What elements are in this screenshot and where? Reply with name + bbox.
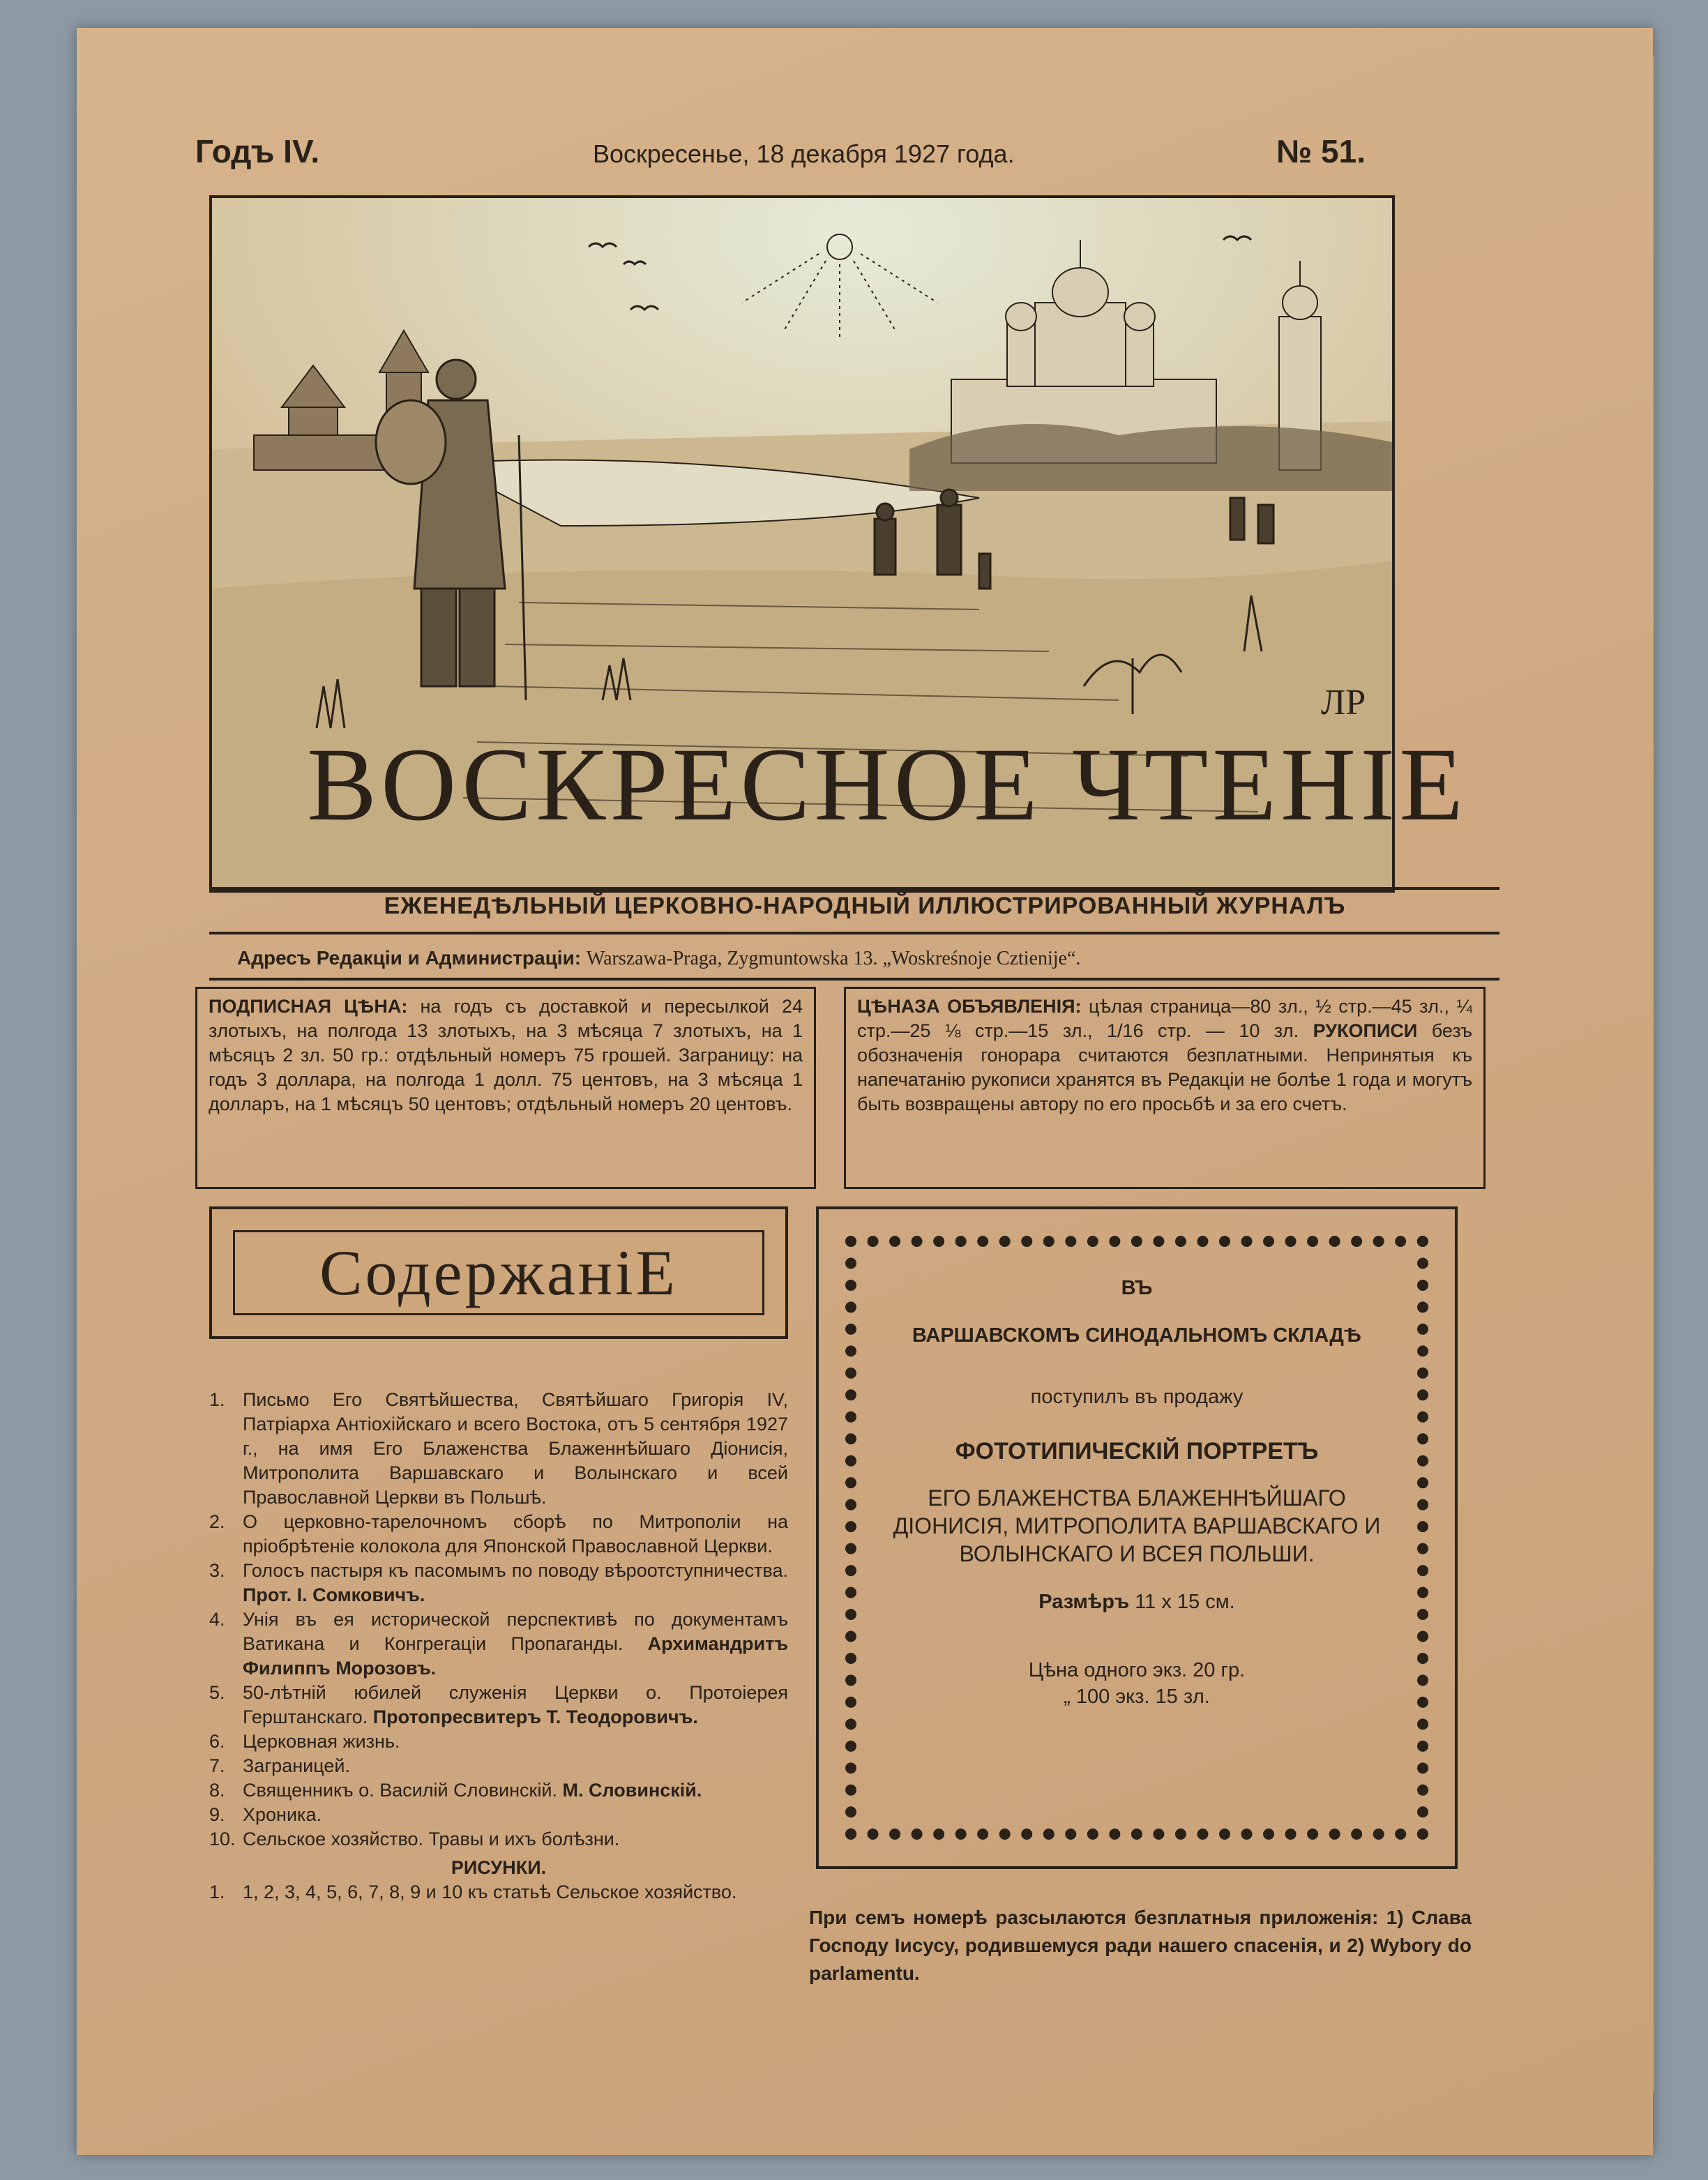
price-line1: Цѣна одного экз. 20 гр. [1028, 1659, 1246, 1681]
list-item [209, 1729, 788, 1754]
divider [209, 978, 1499, 981]
portrait-advert [816, 1206, 1458, 1869]
address-label: Адресъ Редакціи и Администраціи: [237, 947, 582, 969]
subtitle: ЕЖЕНЕДѢЛЬНЫЙ ЦЕРКОВНО-НАРОДНЫЙ ИЛЛЮСТРИРОВАННЫЙ ЖУРНАЛЪ [384, 893, 1346, 919]
item-author: Архимандритъ Филиппъ Морозовъ. [243, 1633, 788, 1679]
item-text: 50-лѣтній юбилей служенія Церкви о. Протоіерея Герштанскаго. [243, 1682, 788, 1727]
advert-line4: ФОТОТИПИЧЕСКІЙ ПОРТРЕТЪ [955, 1438, 1319, 1464]
item-text: Письмо Его Святѣйшества, Святѣйшаго Григорія IV, Патріарха Антіохійскаго и всего Востока, отъ 5 сентября 1927 г., на имя Его Блаженства Блаженнѣйшаго Діонисія, Митрополита Варшавскаго и Волынскаго и всей Православной Церкви въ Польшѣ. [243, 1389, 788, 1508]
contents-heading: СодержаніЕ [233, 1230, 764, 1315]
item-number: 8. [209, 1780, 225, 1801]
item-number: 1. [209, 1882, 225, 1902]
list-item [209, 1388, 788, 1510]
advert-price-label: ЦѢНАЗА ОБЪЯВЛЕНІЯ: [857, 996, 1082, 1017]
advert-frame [845, 1236, 1428, 1840]
item-author: Протопресвитеръ Т. Теодоровичъ. [372, 1706, 698, 1727]
advert-line2: ВАРШАВСКОМЪ СИНОДАЛЬНОМЪ СКЛАДѢ [912, 1324, 1362, 1347]
divider [209, 932, 1499, 934]
issue-number: № 51. [1276, 133, 1366, 169]
list-item [209, 1754, 788, 1778]
item-text: Унія въ ея исторической перспективѣ по документамъ Ватикана и Конгрегаціи Пропаганды. [243, 1609, 788, 1654]
item-text: Голосъ пастыря къ пасомымъ по поводу вѣроотступничества. [243, 1560, 788, 1581]
item-text: Священникъ о. Василій Словинскій. [243, 1780, 557, 1801]
item-text: Хроника. [243, 1804, 322, 1825]
list-item [209, 1827, 788, 1852]
list-item [209, 1681, 788, 1729]
item-number: 5. [209, 1682, 225, 1703]
masthead-title: ВОСКРЕСНОЕ ЧТЕНІЕ [307, 727, 1467, 842]
item-text: Заграницей. [243, 1755, 350, 1776]
illustrations-heading: РИСУНКИ. [451, 1857, 547, 1878]
divider [209, 887, 1499, 890]
subscription-label: ПОДПИСНАЯ ЦѢНА: [209, 996, 408, 1017]
artist-mark: ЛР [1321, 683, 1366, 722]
item-number: 7. [209, 1755, 225, 1776]
item-text: 1, 2, 3, 4, 5, 6, 7, 8, 9 и 10 къ статьѣ Сельское хозяйство. [243, 1882, 737, 1902]
list-item [209, 1510, 788, 1559]
item-number: 4. [209, 1609, 225, 1630]
item-author: М. Словинскій. [562, 1780, 702, 1801]
item-number: 1. [209, 1389, 225, 1410]
item-author: Прот. І. Сомковичъ. [243, 1584, 425, 1605]
table-of-contents [209, 1388, 788, 1905]
item-number: 10. [209, 1829, 236, 1849]
item-number: 2. [209, 1511, 225, 1532]
item-number: 9. [209, 1804, 225, 1825]
advert-price-text: цѣлая страница—80 зл., ½ стр.—45 зл., ¼ стр.—25 ⅛ стр.—15 зл., 1/16 стр. — 10 зл. [857, 996, 1473, 1041]
manuscripts-text: безъ обозначенія гонорара считаются безплатными. Непринятыя къ напечатанію рукописи хранятся въ Редакціи не болѣе 1 года и могутъ быть возвращены автору по его просьбѣ и за его счетъ. [857, 1020, 1472, 1114]
item-text: Сельское хозяйство. Травы и ихъ болѣзни. [243, 1829, 620, 1849]
supplement-notice: При семъ номерѣ разсылаются безплатныя приложенія: 1) Слава Господу Іисусу, родившемуся ради нашего спасенія, и 2) Wybory do parlamentu. [809, 1907, 1472, 1984]
address-value: Warszawa-Praga, Zygmuntowska 13. „Woskreśnoje Cztienije“. [586, 948, 1081, 969]
item-text: Церковная жизнь. [243, 1731, 400, 1752]
list-item [209, 1778, 788, 1803]
manuscripts-label: РУКОПИСИ [1313, 1020, 1418, 1041]
contents-heading-frame [209, 1206, 788, 1339]
item-text: О церковно-тарелочномъ сборѣ по Митрополіи на пріобрѣтеніе колокола для Японской Православной Церкви. [243, 1511, 788, 1557]
advert-line1: ВЪ [1121, 1277, 1153, 1299]
list-item [209, 1880, 788, 1905]
issue-date: Воскресенье, 18 декабря 1927 года. [593, 139, 1015, 168]
size-label: Размѣръ [1038, 1591, 1130, 1613]
item-number: 3. [209, 1560, 225, 1581]
size-value: 11 x 15 см. [1135, 1591, 1235, 1613]
year-label: Годъ IV. [195, 133, 320, 169]
list-item [209, 1607, 788, 1681]
advert-price-box [844, 987, 1486, 1189]
item-number: 6. [209, 1731, 225, 1752]
advert-line3: поступилъ въ продажу [1030, 1386, 1244, 1408]
newspaper-page [77, 28, 1653, 2155]
subscription-text: на годъ съ доставкой и пересылкой 24 злотыхъ, на полгода 13 злотыхъ, на 3 мѣсяца 7 злотыхъ, на 1 мѣсяцъ 2 зл. 50 гр.: отдѣльный номеръ 75 грошей. Заграницу: на годъ 3 доллара, на полгода 1 долл. 75 центовъ, на 3 мѣсяца 1 долларъ, на 1 мѣсяцъ 50 центовъ; отдѣльный номеръ 20 центовъ. [209, 996, 803, 1114]
price-line2: „ 100 экз. 15 зл. [1064, 1686, 1210, 1708]
list-item [209, 1559, 788, 1607]
subscription-box [195, 987, 816, 1189]
advert-line5: ЕГО БЛАЖЕНСТВА БЛАЖЕННѢЙШАГО ДІОНИСІЯ, МИТРОПОЛИТА ВАРШАВСКАГО И ВОЛЫНСКАГО И ВСЕЯ ПОЛЬШИ. [893, 1485, 1381, 1566]
address-line [237, 947, 1080, 970]
list-item [209, 1803, 788, 1827]
